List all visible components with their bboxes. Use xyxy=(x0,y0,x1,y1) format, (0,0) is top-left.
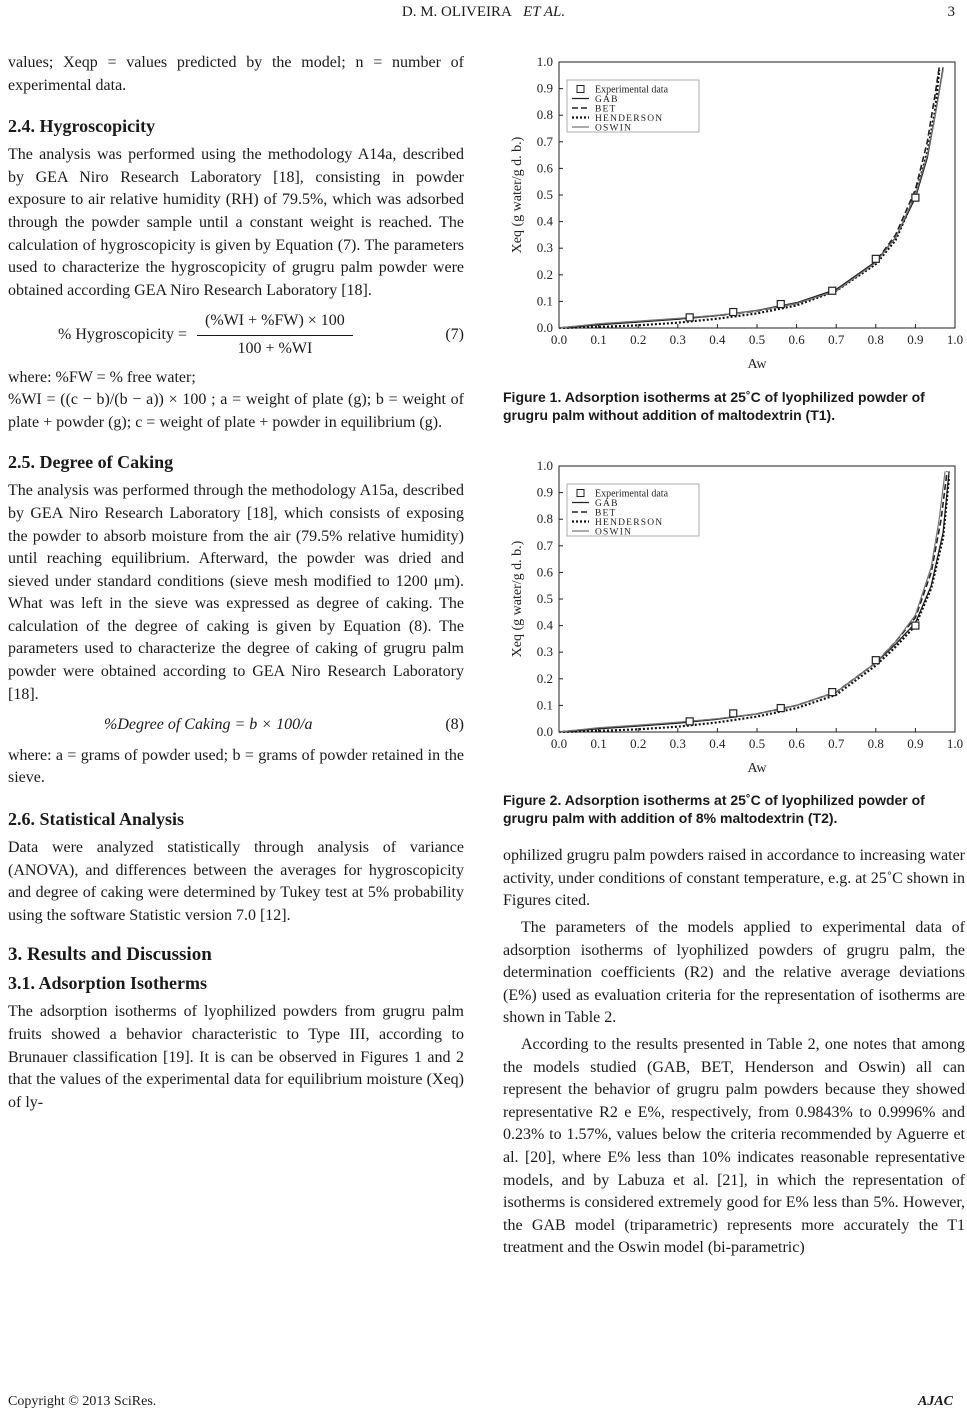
x-tick-label: 1.0 xyxy=(946,332,964,347)
experimental-point xyxy=(912,622,919,629)
y-tick-label: 0.5 xyxy=(536,590,553,606)
x-tick-label: 0.0 xyxy=(550,735,568,751)
legend xyxy=(567,80,699,134)
legend-label: HENDERSON xyxy=(595,517,664,528)
experimental-point xyxy=(872,255,879,262)
y-tick-label: 1.0 xyxy=(536,54,553,69)
paragraph: Data were analyzed statistically through analysis of variance (ANOVA), and differences between the averages for hygroscopicity and degree of caking were determined by Tukey test at 5% probability using the software Statistic version 7.0 [12]. xyxy=(8,839,464,924)
y-tick-label: 0.3 xyxy=(536,240,553,256)
paragraph: The analysis was performed through the methodology A15a, described by GEA Niro Research Laboratory [18], which consists of exposing the powder to absorb moisture from the air (79.5% relative humidity) until reaching equilibrium. Afterward, the powder was dried and sieved under standard conditions (sieve mesh modified to 1200 μm). What was left in the sieve was expressed as degree of caking. The calculation of the degree of caking is given by Equation (8). The parameters used to characterize the degree of caking of grugru palm powder were obtained according to GEA Niro Research Laboratory [18]. xyxy=(8,482,464,703)
paragraph: where: a = grams of powder used; b = grams of powder retained in the sieve. xyxy=(8,746,464,787)
page-number: 3 xyxy=(947,4,955,20)
x-tick-label: 0.4 xyxy=(709,332,726,347)
x-tick-label: 0.3 xyxy=(669,332,686,347)
right-column xyxy=(503,48,965,1260)
experimental-point xyxy=(777,704,784,711)
x-tick-label: 0.5 xyxy=(748,735,766,751)
experimental-point xyxy=(730,309,737,316)
running-head: D. M. OLIVEIRA ET AL. xyxy=(401,4,566,20)
x-axis-label: Aw xyxy=(747,760,767,776)
legend-label: Experimental data xyxy=(595,488,669,500)
paragraph: %WI = ((c − b)/(b − a)) × 100 ; a = weight of plate (g); b = weight of plate + powder (g); c = weight of plate + powder in equilibrium (g). xyxy=(8,391,464,431)
figure-2 xyxy=(503,452,965,790)
copyright: Copyright © 2013 SciRes. xyxy=(8,1394,157,1409)
y-tick-label: 0.3 xyxy=(536,643,553,659)
y-tick-label: 0.1 xyxy=(536,293,553,309)
y-axis-label: Xeq (g water/g d. b.) xyxy=(510,540,525,657)
section-heading: 2.4. Hygroscopicity xyxy=(8,116,156,137)
y-tick-label: 0.6 xyxy=(536,160,553,176)
x-tick-label: 0.7 xyxy=(828,332,845,347)
x-tick-label: 0.8 xyxy=(867,332,884,347)
equation-8 xyxy=(8,714,464,737)
x-tick-label: 0.6 xyxy=(788,332,805,347)
y-tick-label: 0.7 xyxy=(536,537,553,553)
y-tick-label: 0.2 xyxy=(536,670,553,686)
legend-label: BET xyxy=(595,508,617,519)
figure-caption: Figure 2. Adsorption isotherms at 25˚C of lyophilized powder of grugru palm with addition of 8% maltodextrin (T2). xyxy=(503,792,925,827)
experimental-point xyxy=(686,314,693,321)
figure-1 xyxy=(503,48,965,386)
y-tick-label: 0.1 xyxy=(536,696,553,712)
paragraph: According to the results presented in Table 2, one notes that among the models studied (GAB, BET, Henderson and Oswin) all can represent the behavior of grugru palm powders because they showed representative R2 e E%, respectively, from 0.9843% to 0.9996% and 0.23% to 1.57%, values below the criteria recommended by Aguerre et al. [20], where E% less than 10% indicates reasonable representative models, and by Labuza et al. [21], in which the representation of isotherms is considered extremely good for E% less than 5%. However, the GAB model (triparametric) represents more accurately the T1 treatment and the Oswin model (bi-parametric) xyxy=(503,1035,965,1257)
experimental-point xyxy=(777,301,784,308)
journal-name: AJAC xyxy=(917,1394,953,1409)
x-tick-label: 1.0 xyxy=(946,735,964,751)
x-tick-label: 0.0 xyxy=(550,332,568,347)
equation-number: (7) xyxy=(445,326,464,344)
paragraph: The analysis was performed using the methodology A14a, described by GEA Niro Research Laboratory [18], consisting in powder exposure to air relative humidity (RH) of 79.5%, which was adsorbed through the powder sample until a constant weight is reached. The calculation of hygroscopicity is given by Equation (7). The parameters used to characterize the hygroscopicity of grugru palm powder were obtained according GEA Niro Research Laboratory [18]. xyxy=(8,146,464,299)
experimental-point xyxy=(829,688,836,695)
legend xyxy=(567,484,699,538)
section-heading: 2.5. Degree of Caking xyxy=(8,452,174,473)
equation-number: (8) xyxy=(445,716,464,734)
x-tick-label: 0.2 xyxy=(630,735,647,751)
y-tick-label: 0.0 xyxy=(536,320,553,335)
paragraph: ophilized grugru palm powders raised in accordance to increasing water activity, under conditions of constant temperature, e.g. at 25˚C shown in Figures cited. xyxy=(503,847,965,910)
section-heading: 3. Results and Discussion xyxy=(8,944,212,966)
figure-caption: Figure 1. Adsorption isotherms at 25˚C of lyophilized powder of grugru palm without addition of maltodextrin (T1). xyxy=(503,388,925,423)
paragraph: The parameters of the models applied to experimental data of adsorption isotherms of lyophilized powders of grugru palm, the determination coefficients (R2) and the relative average deviations (E%) used as evaluation criteria for the representation of isotherms are shown in Table 2. xyxy=(503,918,965,1027)
x-tick-label: 0.8 xyxy=(867,735,884,751)
x-tick-label: 0.9 xyxy=(907,735,924,751)
y-tick-label: 0.2 xyxy=(536,266,553,282)
isotherm-chart-2 xyxy=(503,452,965,782)
y-tick-label: 0.7 xyxy=(536,133,553,149)
y-tick-label: 0.8 xyxy=(536,510,553,526)
legend-label: BET xyxy=(595,104,617,115)
y-tick-label: 0.4 xyxy=(536,213,553,229)
experimental-point xyxy=(912,194,919,201)
y-tick-label: 0.9 xyxy=(536,80,553,96)
legend-marker xyxy=(577,489,584,496)
paragraph: The adsorption isotherms of lyophilized powders from grugru palm fruits showed a behavior characteristic to Type III, according to Brunauer classification [19]. It is can be observed in Figures 1 and 2 that the values of the experimental data for equilibrium moisture (Xeq) of ly- xyxy=(8,1003,464,1111)
subsection-heading: 3.1. Adsorption Isotherms xyxy=(8,973,208,994)
x-tick-label: 0.2 xyxy=(630,332,647,347)
x-tick-label: 0.7 xyxy=(828,735,845,751)
y-tick-label: 0.9 xyxy=(536,484,553,500)
section-heading: 2.6. Statistical Analysis xyxy=(8,809,185,830)
y-tick-label: 0.6 xyxy=(536,563,553,579)
legend-label: GAB xyxy=(595,498,619,509)
y-tick-label: 0.5 xyxy=(536,187,553,202)
legend-label: Experimental data xyxy=(595,84,669,96)
equation-lhs: % Hygroscopicity = xyxy=(58,326,187,344)
experimental-point xyxy=(730,709,737,716)
equation-7 xyxy=(8,310,464,360)
x-tick-label: 0.5 xyxy=(748,332,766,347)
legend-label: GAB xyxy=(595,95,619,105)
isotherm-chart-1 xyxy=(503,48,965,378)
x-tick-label: 0.1 xyxy=(590,332,607,347)
legend-marker xyxy=(577,86,584,93)
equation-fraction xyxy=(197,310,353,360)
y-axis-label: Xeq (g water/g d. b.) xyxy=(510,136,525,254)
x-axis-label: Aw xyxy=(747,357,767,372)
x-tick-label: 0.9 xyxy=(907,332,924,347)
x-tick-label: 0.4 xyxy=(709,735,726,751)
y-tick-label: 0.0 xyxy=(536,723,553,739)
y-tick-label: 0.8 xyxy=(536,107,553,123)
experimental-point xyxy=(829,287,836,294)
left-column xyxy=(8,52,464,1114)
x-tick-label: 0.6 xyxy=(788,735,805,751)
y-tick-label: 0.4 xyxy=(536,617,553,633)
paragraph: values; Xeqp = values predicted by the model; n = number of experimental data. xyxy=(8,54,464,94)
y-tick-label: 1.0 xyxy=(536,457,553,473)
legend-label: OSWIN xyxy=(595,123,633,134)
legend-label: OSWIN xyxy=(595,527,633,538)
legend-label: HENDERSON xyxy=(595,114,664,124)
equation-denominator: 100 + %WI xyxy=(237,339,313,357)
experimental-point xyxy=(686,717,693,724)
paragraph: where: %FW = % free water; xyxy=(8,368,196,386)
equation-numerator: (%WI + %FW) × 100 xyxy=(197,310,353,336)
x-tick-label: 0.3 xyxy=(669,735,686,751)
experimental-point xyxy=(872,656,879,663)
equation-body: %Degree of Caking = b × 100/a xyxy=(104,716,313,734)
x-tick-label: 0.1 xyxy=(590,735,607,751)
